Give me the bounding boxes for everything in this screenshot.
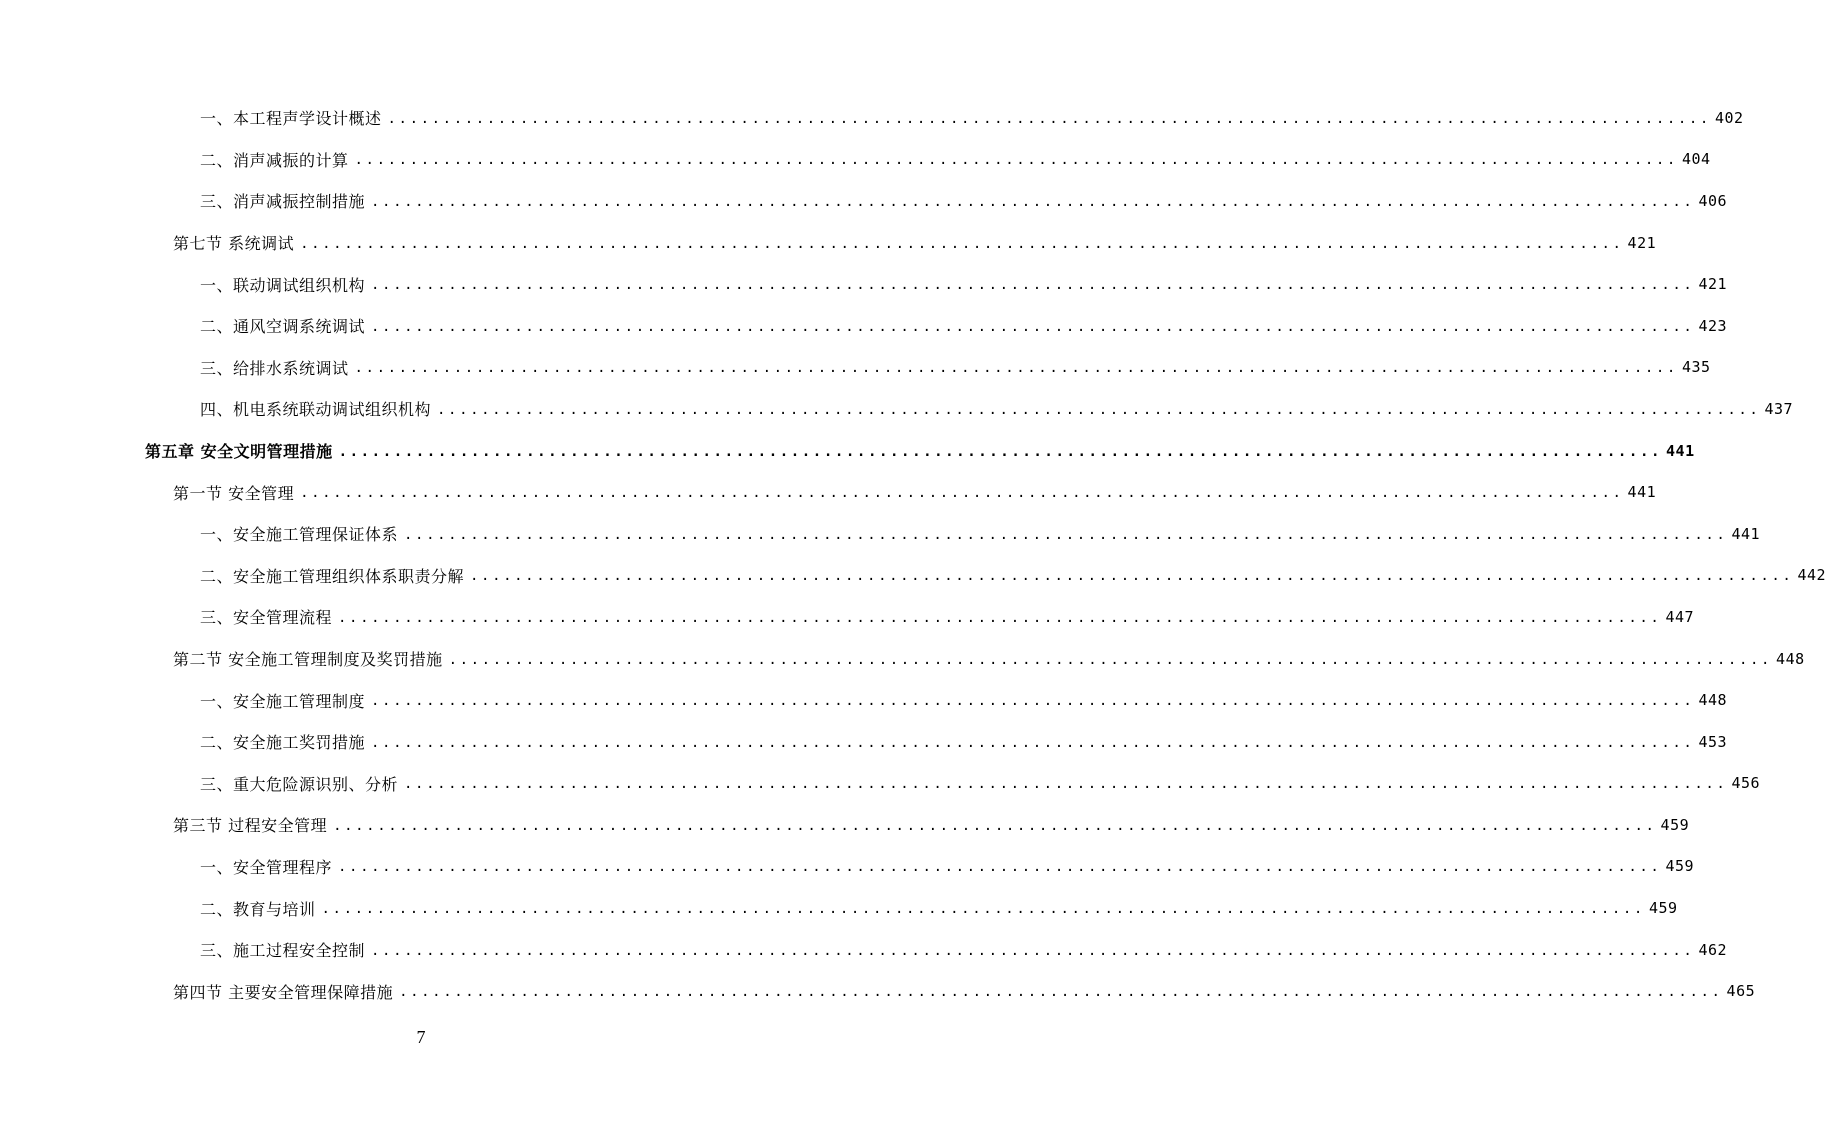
toc-leader-dots: ........................................................................................................................: [399, 984, 1723, 1001]
toc-entry-title: 二、通风空调系统调试: [200, 317, 366, 337]
toc-leader-dots: ........................................................................................................................: [354, 152, 1678, 169]
toc-leader-dots: ........................................................................................................................: [448, 651, 1773, 668]
toc-entry-page: 453: [1698, 732, 1728, 751]
toc-entry-page: 459: [1660, 815, 1690, 834]
page-number: 7: [416, 1027, 426, 1047]
toc-entry-page: 404: [1681, 150, 1711, 169]
toc-entry-page: 435: [1681, 358, 1711, 377]
toc-leader-dots: ........................................................................................................................: [371, 693, 1695, 710]
toc-entry[interactable]: [0, 721, 1728, 763]
toc-entry-page: 459: [1665, 857, 1695, 876]
toc-entry[interactable]: [0, 679, 1728, 721]
toc-entry-page: 421: [1627, 233, 1657, 252]
toc-entry[interactable]: [0, 887, 1678, 929]
toc-entry[interactable]: [0, 638, 1805, 680]
toc-entry[interactable]: [0, 763, 1761, 805]
toc-entry-page: 441: [1731, 524, 1761, 543]
toc-entry-title: 一、联动调试组织机构: [200, 275, 366, 295]
toc-entry-page: 448: [1776, 649, 1805, 668]
toc-entry[interactable]: [0, 846, 1695, 888]
toc-entry-page: 441: [1627, 483, 1657, 502]
toc-leader-dots: ........................................................................................................................: [404, 526, 1728, 543]
toc-entry-title: 三、施工过程安全控制: [200, 941, 366, 961]
toc-entry-title: 第三节 过程安全管理: [173, 816, 328, 836]
toc-entry-page: 459: [1648, 899, 1678, 918]
toc-entry[interactable]: [0, 513, 1761, 555]
toc-entry[interactable]: [0, 970, 1756, 1012]
toc-leader-dots: ........................................................................................................................: [338, 443, 1663, 460]
toc-entry[interactable]: [0, 347, 1711, 389]
toc-entry-title: 一、本工程声学设计概述: [200, 109, 382, 129]
toc-entry-page: 423: [1698, 316, 1728, 335]
toc-leader-dots: ........................................................................................................................: [387, 110, 1711, 127]
toc-entry[interactable]: [0, 180, 1728, 222]
toc-entry-chapter[interactable]: [0, 430, 1695, 472]
toc-leader-dots: ........................................................................................................................: [371, 277, 1695, 294]
toc-entry-page: 437: [1764, 399, 1794, 418]
toc-entry-title: 三、安全管理流程: [200, 608, 333, 628]
toc-entry-page: 462: [1698, 940, 1728, 959]
toc-leader-dots: ........................................................................................................................: [338, 609, 1662, 626]
toc-entry-title: 一、安全施工管理保证体系: [200, 525, 399, 545]
toc-leader-dots: ........................................................................................................................: [371, 193, 1695, 210]
toc-entry-title: 第四节 主要安全管理保障措施: [173, 982, 394, 1002]
toc-entry[interactable]: [0, 139, 1711, 181]
toc-entry[interactable]: [0, 305, 1728, 347]
toc-leader-dots: ........................................................................................................................: [333, 817, 1657, 834]
toc-entry-page: 448: [1698, 691, 1728, 710]
toc-entry-title: 二、安全施工管理组织体系职责分解: [200, 566, 465, 586]
toc-entry[interactable]: [0, 222, 1657, 264]
toc-entry-title: 二、安全施工奖罚措施: [200, 733, 366, 753]
toc-entry-title: 第一节 安全管理: [173, 483, 295, 503]
toc-leader-dots: ........................................................................................................................: [321, 901, 1645, 918]
toc-entry[interactable]: [0, 263, 1728, 305]
toc-entry-page: 456: [1731, 774, 1761, 793]
toc-entry-title: 第二节 安全施工管理制度及奖罚措施: [173, 650, 443, 670]
toc-leader-dots: ........................................................................................................................: [300, 485, 1624, 502]
toc-leader-dots: ........................................................................................................................: [371, 734, 1695, 751]
toc-entry[interactable]: [0, 804, 1690, 846]
toc-entry-title: 二、消声减振的计算: [200, 150, 349, 170]
toc-entry-page: 406: [1698, 191, 1728, 210]
toc-leader-dots: ........................................................................................................................: [371, 318, 1695, 335]
toc-entry-page: 465: [1726, 982, 1756, 1001]
toc-entry-title: 三、给排水系统调试: [200, 358, 349, 378]
toc-entry-title: 二、教育与培训: [200, 899, 316, 919]
toc-leader-dots: ........................................................................................................................: [338, 859, 1662, 876]
toc-entry-title: 三、重大危险源识别、分析: [200, 774, 399, 794]
toc-leader-dots: ........................................................................................................................: [470, 568, 1794, 585]
toc-entry[interactable]: [0, 388, 1794, 430]
toc-entry-title: 第七节 系统调试: [173, 234, 295, 254]
toc-entry-page: 447: [1665, 607, 1695, 626]
toc-leader-dots: ........................................................................................................................: [300, 235, 1624, 252]
toc-entry[interactable]: [0, 97, 1744, 139]
toc-entry[interactable]: [0, 555, 1826, 597]
toc-entry-title: 一、安全管理程序: [200, 857, 333, 877]
toc-entry-title: 第五章 安全文明管理措施: [145, 442, 333, 462]
table-of-contents: [0, 97, 1826, 1012]
toc-entry-page: 402: [1714, 108, 1744, 127]
toc-entry-page: 442: [1797, 566, 1826, 585]
toc-entry-page: 441: [1666, 441, 1695, 460]
toc-entry-title: 四、机电系统联动调试组织机构: [200, 400, 432, 420]
toc-entry[interactable]: [0, 929, 1728, 971]
toc-leader-dots: ........................................................................................................................: [371, 942, 1695, 959]
toc-entry[interactable]: [0, 596, 1695, 638]
toc-leader-dots: ........................................................................................................................: [404, 776, 1728, 793]
toc-leader-dots: ........................................................................................................................: [437, 401, 1761, 418]
toc-entry-page: 421: [1698, 275, 1728, 294]
toc-leader-dots: ........................................................................................................................: [354, 360, 1678, 377]
toc-entry-title: 一、安全施工管理制度: [200, 691, 366, 711]
toc-entry[interactable]: [0, 471, 1657, 513]
toc-entry-title: 三、消声减振控制措施: [200, 192, 366, 212]
